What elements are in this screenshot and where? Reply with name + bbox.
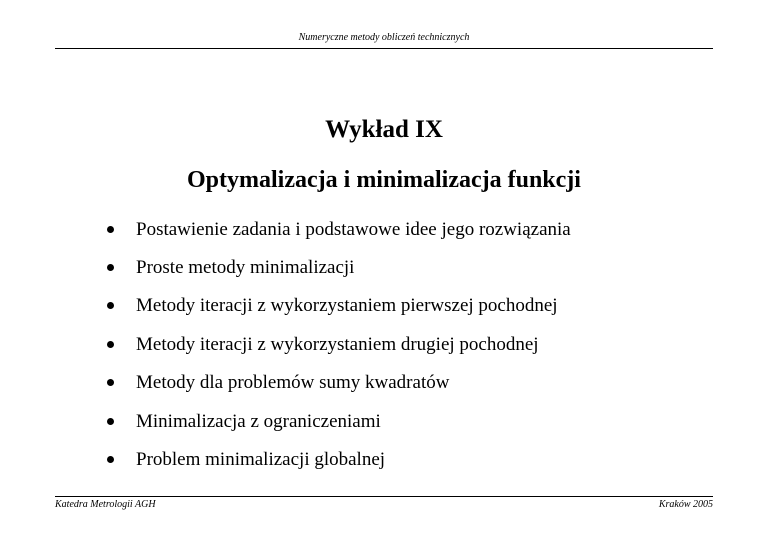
footer-department: Katedra Metrologii AGH [55, 499, 156, 510]
bullet-icon [107, 264, 114, 271]
bullet-icon [107, 456, 114, 463]
bullet-icon [107, 226, 114, 233]
list-item-text: Postawienie zadania i podstawowe idee jego rozwiązania [136, 219, 571, 240]
list-item-text: Metody iteracji z wykorzystaniem pierwszej pochodnej [136, 295, 558, 316]
footer-place-date: Kraków 2005 [658, 499, 713, 510]
list-item-text: Problem minimalizacji globalnej [136, 449, 386, 470]
bullet-icon [107, 418, 114, 425]
bullet-icon [107, 302, 114, 309]
list-item-text: Metody iteracji z wykorzystaniem drugiej pochodnej [136, 334, 539, 355]
footer-divider [55, 496, 713, 497]
bullet-icon [107, 341, 114, 348]
list-item-text: Proste metody minimalizacji [136, 257, 355, 278]
bullet-icon [107, 379, 114, 386]
header-divider [55, 48, 713, 49]
running-header: Numeryczne metody obliczeń technicznych [298, 32, 470, 43]
lecture-title: Wykład IX [325, 116, 443, 143]
list-item-text: Minimalizacja z ograniczeniami [136, 411, 381, 432]
list-item-text: Metody dla problemów sumy kwadratów [136, 372, 450, 393]
lecture-subtitle: Optymalizacja i minimalizacja funkcji [187, 167, 581, 193]
